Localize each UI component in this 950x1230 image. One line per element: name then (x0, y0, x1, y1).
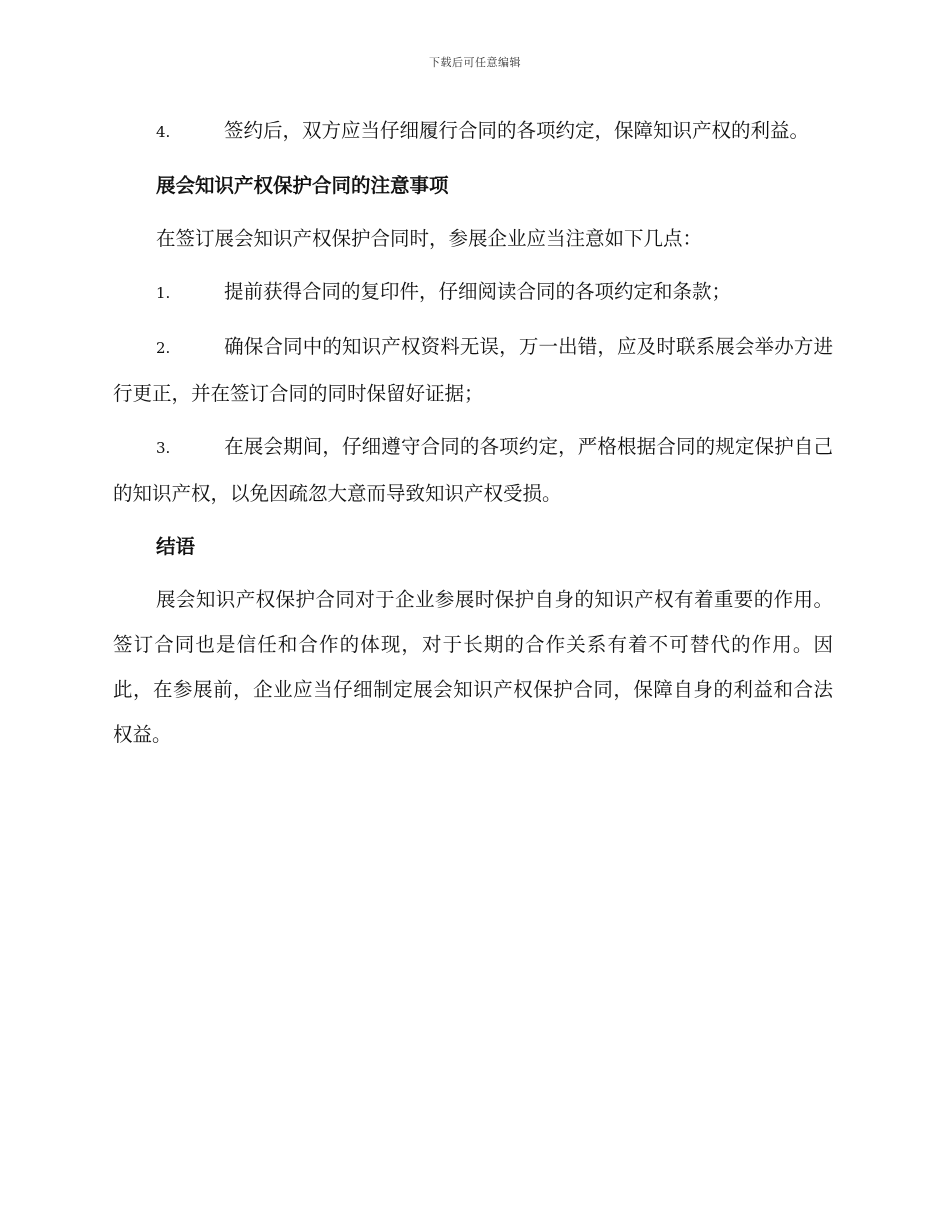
list-item-3 (113, 424, 833, 516)
list-item-2 (113, 324, 833, 416)
list-number: 2. (156, 339, 171, 357)
section-heading-notes: 展会知识产权保护合同的注意事项 (156, 174, 449, 197)
list-item-4 (113, 108, 833, 155)
list-number: 1. (156, 284, 171, 302)
paragraph-intro: 在签订展会知识产权保护合同时，参展企业应当注意如下几点： (156, 227, 703, 250)
list-number: 3. (156, 439, 171, 457)
section-heading-conclusion: 结语 (156, 535, 196, 558)
list-item-text: 确保合同中的知识产权资料无误，万一出错，应及时联系展会举办方进行更正，并在签订合同的同时保留好证据； (113, 335, 833, 405)
list-item-1 (113, 269, 833, 316)
page-header: 下载后可任意编辑 (429, 56, 521, 69)
list-number: 4. (156, 123, 171, 141)
list-item-text: 提前获得合同的复印件，仔细阅读合同的各项约定和条款； (224, 280, 732, 303)
document-body (113, 108, 833, 765)
list-item-text: 在展会期间，仔细遵守合同的各项约定，严格根据合同的规定保护自己的知识产权，以免因疏忽大意而导致知识产权受损。 (113, 435, 833, 505)
paragraph-conclusion: 展会知识产权保护合同对于企业参展时保护自身的知识产权有着重要的作用。签订合同也是信任和合作的体现，对于长期的合作关系有着不可替代的作用。因此，在参展前，企业应当仔细制定展会知识产权保护合同，保障自身的利益和合法权益。 (113, 588, 833, 746)
list-item-text: 签约后，双方应当仔细履行合同的各项约定，保障知识产权的利益。 (224, 119, 810, 142)
